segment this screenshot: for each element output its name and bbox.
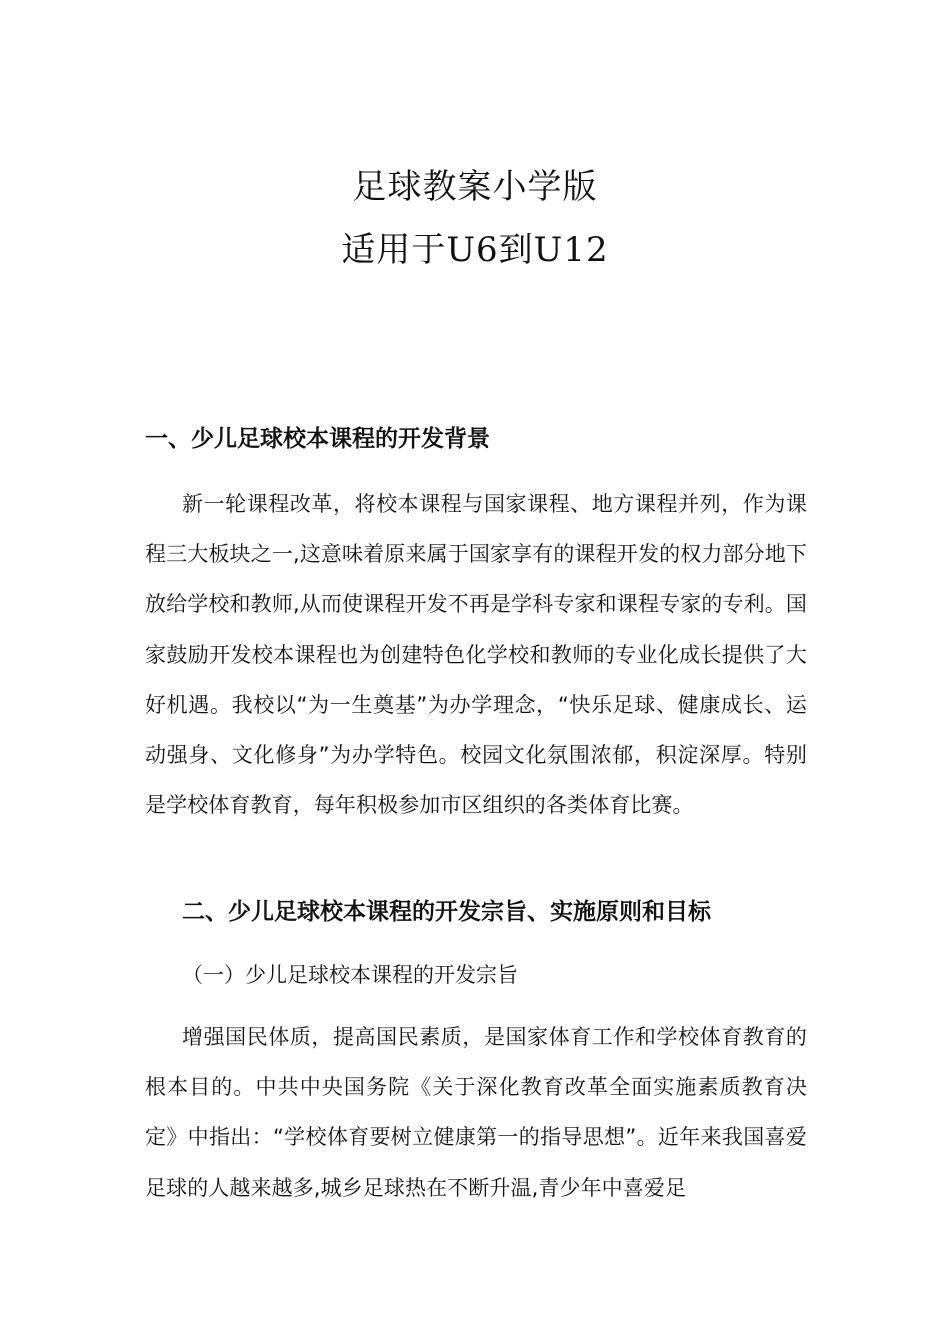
section-2-subheading: （一）少儿足球校本课程的开发宗旨 (182, 963, 518, 987)
section-2-paragraph: 增强国民体质，提高国民素质，是国家体育工作和学校体育教育的根本目的。中共中央国务院《关于深化教育改革全面实施素质教育决定》中指出：“学校体育要树立健康第一的指导思想”。近年来我国喜爱足球的人越来越多,城乡足球热在不断升温,青少年中喜爱足 (145, 1025, 807, 1200)
document-subtitle: 适用于U6到U12 (341, 230, 609, 270)
section-1-paragraph: 新一轮课程改革，将校本课程与国家课程、地方课程并列，作为课程三大板块之一,这意味着原来属于国家享有的课程开发的权力部分地下放给学校和教师,从而使课程开发不再是学科专家和课程专家的专利。国家鼓励开发校本课程也为创建特色化学校和教师的专业化成长提供了大好机遇。我校以“为一生奠基”为办学理念，“快乐足球、健康成长、运动强身、文化修身”为办学特色。校园文化氛围浓郁，积淀深厚。特别是学校体育教育，每年积极参加市区组织的各类体育比赛。 (145, 492, 807, 818)
section-2-heading: 二、少儿足球校本课程的开发宗旨、实施原则和目标 (182, 899, 711, 925)
document-title: 足球教案小学版 (352, 167, 598, 207)
section-1-heading: 一、少儿足球校本课程的开发背景 (145, 426, 490, 452)
